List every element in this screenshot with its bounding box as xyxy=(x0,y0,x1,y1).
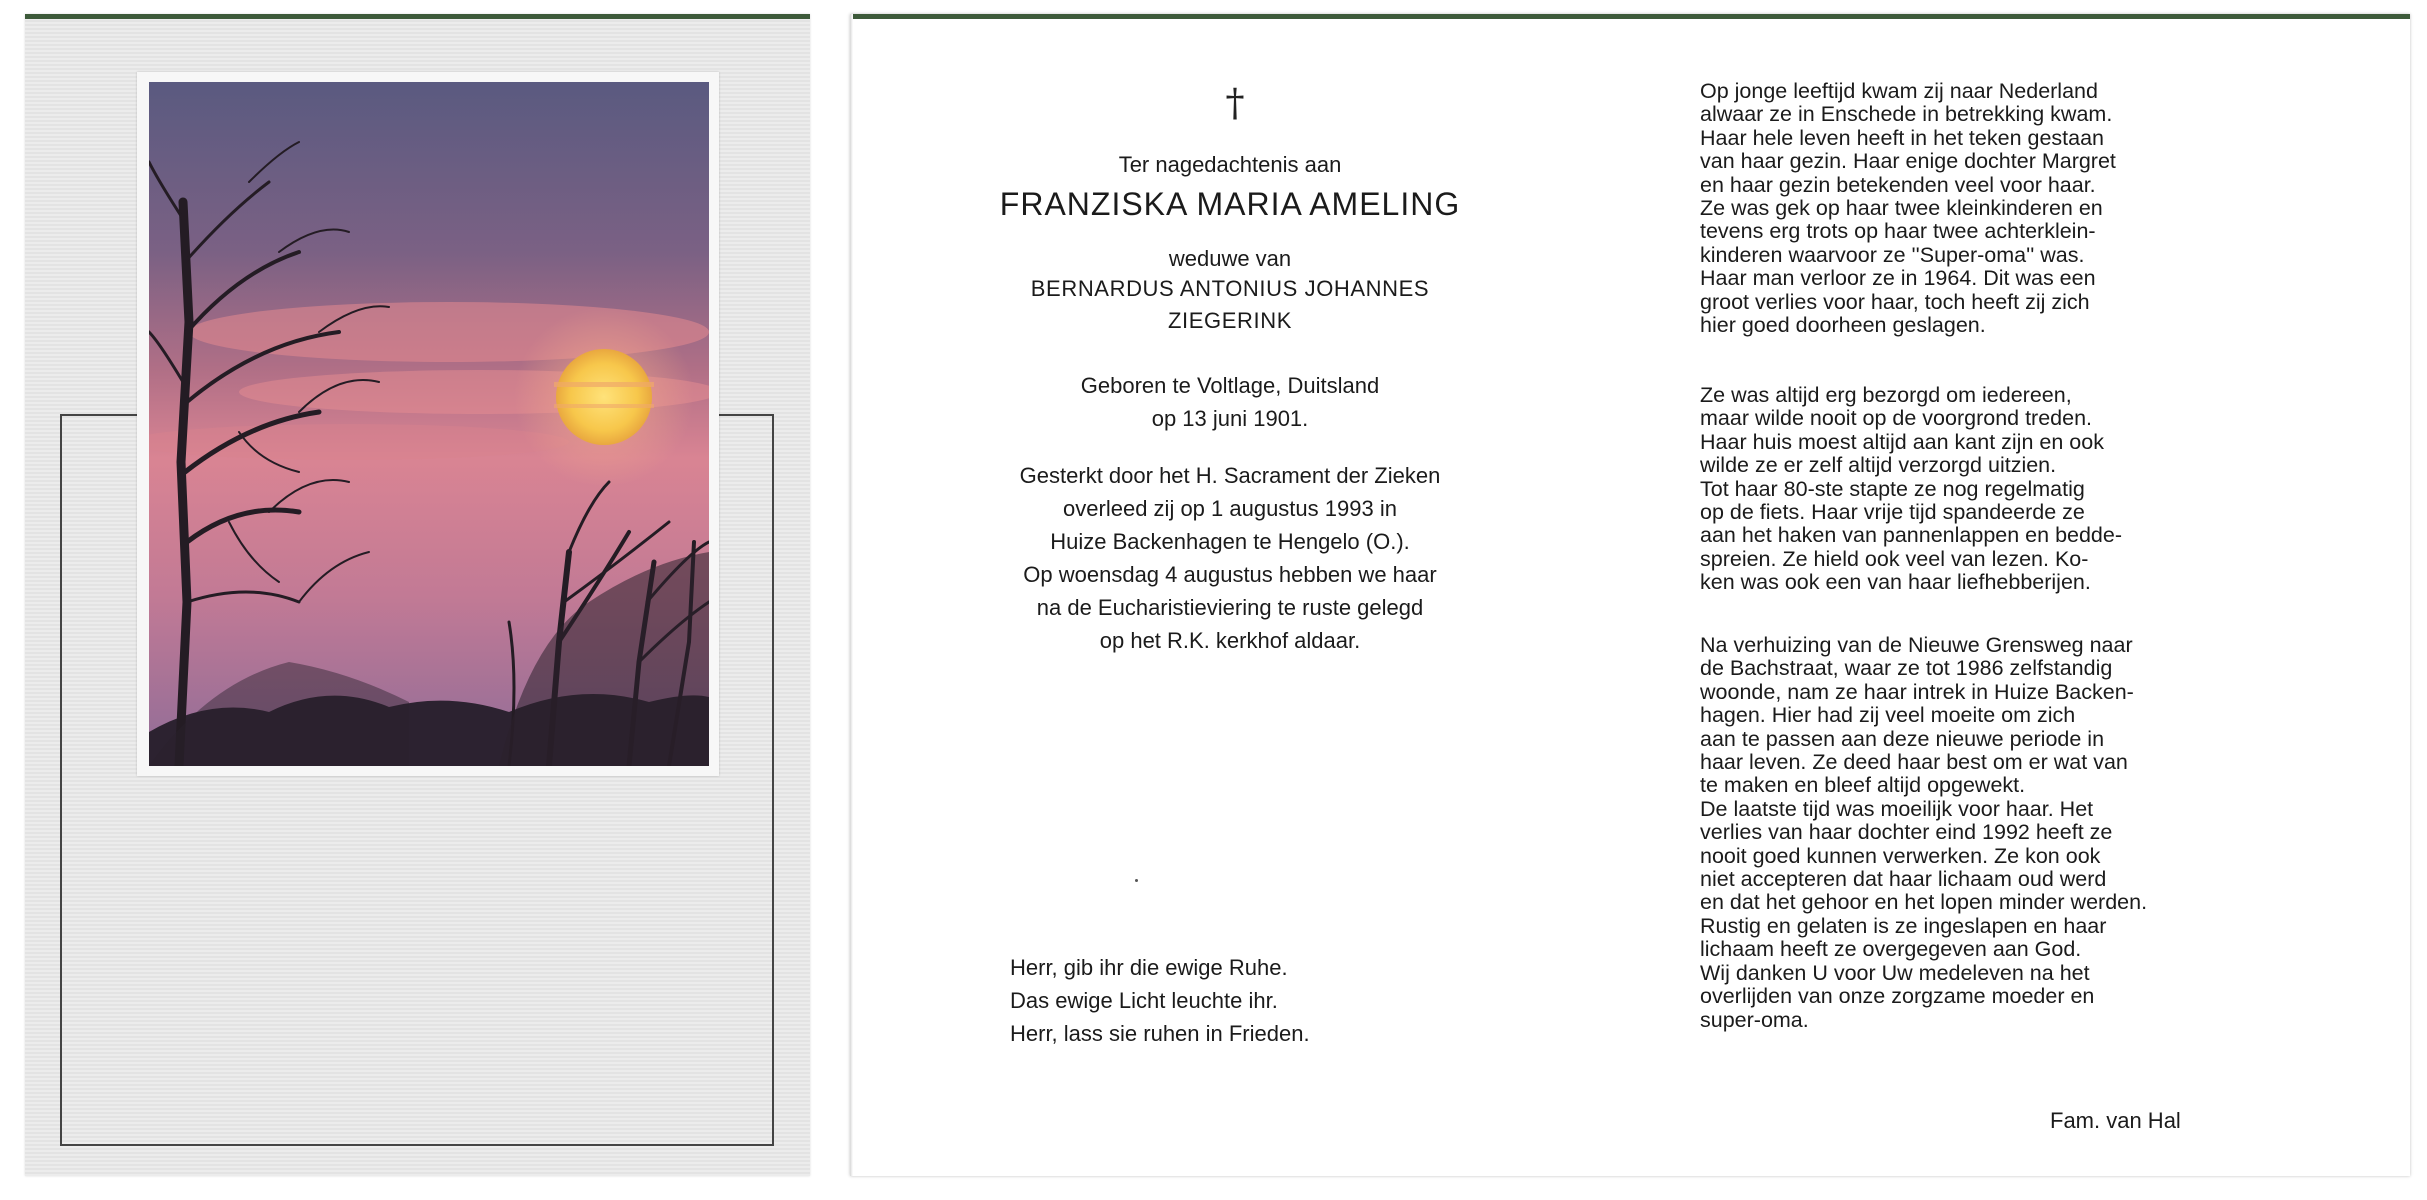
biography-paragraph-3 xyxy=(1700,634,2310,1032)
deceased-name: FRANZISKA MARIA AMELING xyxy=(999,186,1461,222)
intro-line: Ter nagedachtenis aan xyxy=(1118,152,1342,177)
bio-line: Wij danken U voor Uw medeleven na het xyxy=(1700,960,2090,985)
bio-line: super-oma. xyxy=(1700,1007,1809,1032)
bio-line: ken was ook een van haar liefhebberijen. xyxy=(1700,570,2091,595)
bio-line: van haar gezin. Haar enige dochter Margret xyxy=(1700,149,2116,174)
bio-line: woonde, nam ze haar intrek in Huize Backen- xyxy=(1700,679,2134,704)
prayer-line: Herr, gib ihr die ewige Ruhe. xyxy=(1010,955,1288,980)
sunset-photo xyxy=(149,82,709,766)
cover-top-edge xyxy=(25,14,810,19)
family-signature: Fam. van Hal xyxy=(2050,1108,2181,1133)
bio-line: op de fiets. Haar vrije tijd spandeerde ze xyxy=(1700,500,2085,525)
bio-line: de Bachstraat, waar ze tot 1986 zelfstandig xyxy=(1700,656,2113,681)
bio-line: tevens erg trots op haar twee achterklein- xyxy=(1700,219,2096,244)
bio-line: wilde ze er zelf altijd verzorgd uitzien. xyxy=(1700,453,2057,478)
bio-line: nooit goed kunnen verwerken. Ze kon ook xyxy=(1700,843,2101,868)
bio-line: niet accepteren dat haar lichaam oud werd xyxy=(1700,867,2107,892)
birth-line: op 13 juni 1901. xyxy=(1151,406,1309,431)
bio-line: Op jonge leeftijd kwam zij naar Nederland xyxy=(1700,79,2098,103)
death-info xyxy=(950,459,1510,657)
bio-line: verlies van haar dochter eind 1992 heeft ze xyxy=(1700,820,2113,845)
bio-line: en haar gezin betekenden veel voor haar. xyxy=(1700,172,2096,197)
bio-line: hagen. Hier had zij veel moeite om zich xyxy=(1700,703,2076,728)
biography-paragraph-1 xyxy=(1700,80,2310,337)
bio-line: Ze was altijd erg bezorgd om iedereen, xyxy=(1700,383,2072,407)
bio-line: Ze was gek op haar twee kleinkinderen en xyxy=(1700,196,2103,221)
bio-line: Tot haar 80-ste stapte ze nog regelmatig xyxy=(1700,476,2085,501)
prayer-line: Das ewige Licht leuchte ihr. xyxy=(1010,988,1278,1013)
bio-line: aan het haken van pannenlappen en bedde- xyxy=(1700,523,2123,548)
bio-line: maar wilde nooit op de voorgrond treden. xyxy=(1700,406,2093,431)
death-line: overleed zij op 1 augustus 1993 in xyxy=(1063,496,1397,521)
card-cover xyxy=(25,14,810,1176)
bio-line: Na verhuizing van de Nieuwe Grensweg naar xyxy=(1700,633,2133,657)
bio-line: lichaam heeft ze overgegeven aan God. xyxy=(1700,937,2082,962)
spouse-name-line1: BERNARDUS ANTONIUS JOHANNES xyxy=(1030,276,1430,301)
bio-line: kinderen waarvoor ze ''Super-oma'' was. xyxy=(1700,242,2085,267)
biography-paragraph-2 xyxy=(1700,384,2310,595)
bio-line: Haar hele leven heeft in het teken gestaan xyxy=(1700,125,2105,150)
birth-info xyxy=(950,369,1510,435)
birth-line: Geboren te Voltlage, Duitsland xyxy=(1080,373,1380,398)
death-line: op het R.K. kerkhof aldaar. xyxy=(1099,628,1361,653)
death-line: Huize Backenhagen te Hengelo (O.). xyxy=(1050,529,1410,554)
bio-line: spreien. Ze hield ook veel van lezen. Ko- xyxy=(1700,546,2089,571)
bio-line: hier goed doorheen geslagen. xyxy=(1700,313,1986,338)
bio-line: en dat het gehoor en het lopen minder werden. xyxy=(1700,890,2148,915)
bio-line: haar leven. Ze deed haar best om er wat van xyxy=(1700,750,2128,775)
bio-line: De laatste tijd was moeilijk voor haar. Het xyxy=(1700,796,2094,821)
bio-line: Haar huis moest altijd aan kant zijn en ook xyxy=(1700,429,2104,454)
spouse-name-line2: ZIEGERINK xyxy=(1168,308,1292,333)
card-inner-spread xyxy=(850,14,2410,1176)
death-line: Gesterkt door het H. Sacrament der Zieken xyxy=(1019,463,1441,488)
ornament-dot xyxy=(1135,879,1138,882)
widow-of-line: weduwe van xyxy=(1168,246,1292,271)
cross-icon: † xyxy=(1225,81,1245,125)
bio-line: aan te passen aan deze nieuwe periode in xyxy=(1700,726,2105,751)
bio-line: groot verlies voor haar, toch heeft zij zich xyxy=(1700,289,2090,314)
prayer-verse xyxy=(1010,951,1310,1050)
bio-line: alwaar ze in Enschede in betrekking kwam. xyxy=(1700,102,2113,127)
bio-line: te maken en bleef altijd opgewekt. xyxy=(1700,773,2026,798)
prayer-line: Herr, lass sie ruhen in Frieden. xyxy=(1010,1021,1310,1046)
spread-fold xyxy=(850,14,853,1176)
spread-top-edge xyxy=(850,14,2410,19)
death-line: na de Eucharistieviering te ruste gelegd xyxy=(1036,595,1424,620)
death-line: Op woensdag 4 augustus hebben we haar xyxy=(1023,562,1437,587)
bio-line: Rustig en gelaten is ze ingeslapen en haar xyxy=(1700,913,2107,938)
bio-line: Haar man verloor ze in 1964. Dit was een xyxy=(1700,266,2096,291)
bio-line: overlijden van onze zorgzame moeder en xyxy=(1700,984,2095,1009)
